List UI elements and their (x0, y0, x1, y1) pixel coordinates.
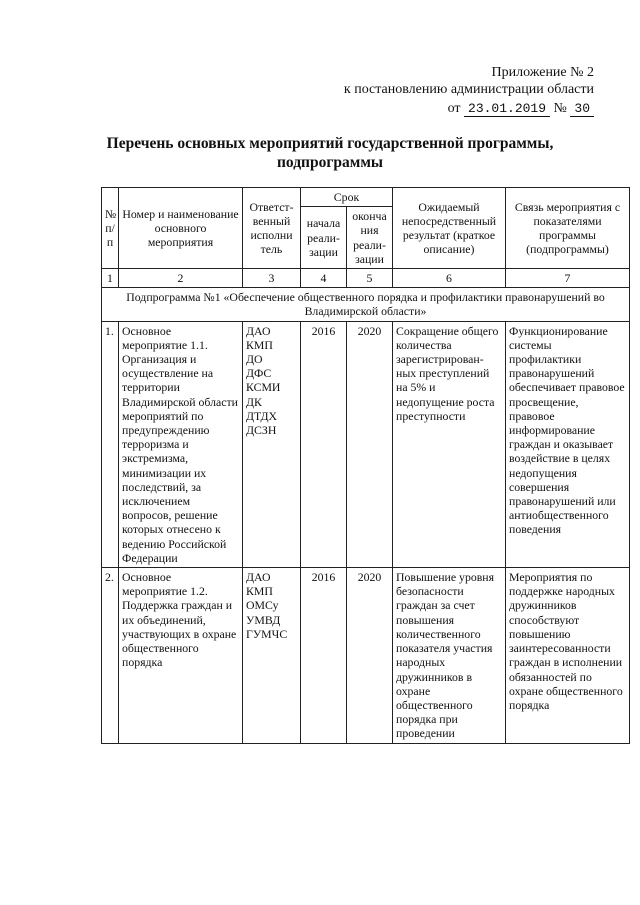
expected-result: Повышение уровня безопасности граждан за счет повышения количественного показателя участия народных дружинников в охране общественного порядка при проведении (393, 568, 506, 743)
indicator-link: Функционирование системы профилактики правонарушений обеспечивает правовое просвещение, правовое информирование граждан и оказывает воздействие в целях недопущения совершения правонарушений или антиобщественного поведения (506, 321, 630, 567)
subprogram-row (102, 288, 630, 321)
table-row (102, 568, 630, 743)
header-term: Срок (301, 188, 393, 207)
column-number: 4 (301, 269, 347, 288)
measure-name: Основное мероприятие 1.2. Поддержка граждан и их объединений, участвующих в охране общественного порядка (119, 568, 243, 743)
header-result: Ожидаемый непосредственный результат (краткое описание) (393, 188, 506, 269)
header-responsible: Ответст-венный исполни тель (243, 188, 301, 269)
column-number: 2 (119, 269, 243, 288)
measures-table (101, 187, 630, 744)
decree-date-line (344, 100, 594, 117)
measure-name: Основное мероприятие 1.1. Организация и осуществление на территории Владимирской области мероприятий по предупреждению терроризма и экстремизма, минимизации их последствий, за исключением вопросов, решение которых отнесено к ведению Российской Федерации (119, 321, 243, 567)
start-year: 2016 (301, 568, 347, 743)
header-link: Связь мероприятия с показателями программы (подпрограммы) (506, 188, 630, 269)
date-prefix: от (447, 101, 461, 116)
column-number: 3 (243, 269, 301, 288)
end-year: 2020 (347, 568, 393, 743)
decree-date: 23.01.2019 (464, 101, 550, 117)
responsible-executors: ДАО КМП ДО ДФС КСМИ ДК ДТДХ ДСЗН (243, 321, 301, 567)
header-num: № п/п (102, 188, 119, 269)
column-number: 1 (102, 269, 119, 288)
number-prefix: № (553, 101, 567, 116)
row-number: 1. (102, 321, 119, 567)
row-number: 2. (102, 568, 119, 743)
appendix-title: Приложение № 2 (491, 65, 594, 80)
document-title: Перечень основных мероприятий государственной программы, подпрограммы (106, 135, 554, 171)
column-number: 6 (393, 269, 506, 288)
column-number: 5 (347, 269, 393, 288)
header-end: оконча ния реали-зации (347, 207, 393, 269)
end-year: 2020 (347, 321, 393, 567)
header-row (102, 188, 630, 207)
start-year: 2016 (301, 321, 347, 567)
expected-result: Сокращение общего количества зарегистрирован-ных преступлений на 5% и недопущение роста преступности (393, 321, 506, 567)
header-start: начала реали-зации (301, 207, 347, 269)
appendix-header (344, 64, 594, 117)
responsible-executors: ДАО КМП ОМСу УМВД ГУМЧС (243, 568, 301, 743)
decree-number: 30 (570, 101, 594, 117)
appendix-subtitle: к постановлению администрации области (343, 82, 594, 97)
column-number: 7 (506, 269, 630, 288)
header-name: Номер и наименование основного мероприятия (119, 188, 243, 269)
table-row (102, 321, 630, 567)
column-number-row (102, 269, 630, 288)
subprogram-title: Подпрограмма №1 «Обеспечение общественного порядка и профилактики правонарушений во Владимирской области» (102, 288, 630, 321)
indicator-link: Мероприятия по поддержке народных дружинников способствуют повышению заинтересованности граждан в исполнении обязанностей по охране общественного порядка (506, 568, 630, 743)
